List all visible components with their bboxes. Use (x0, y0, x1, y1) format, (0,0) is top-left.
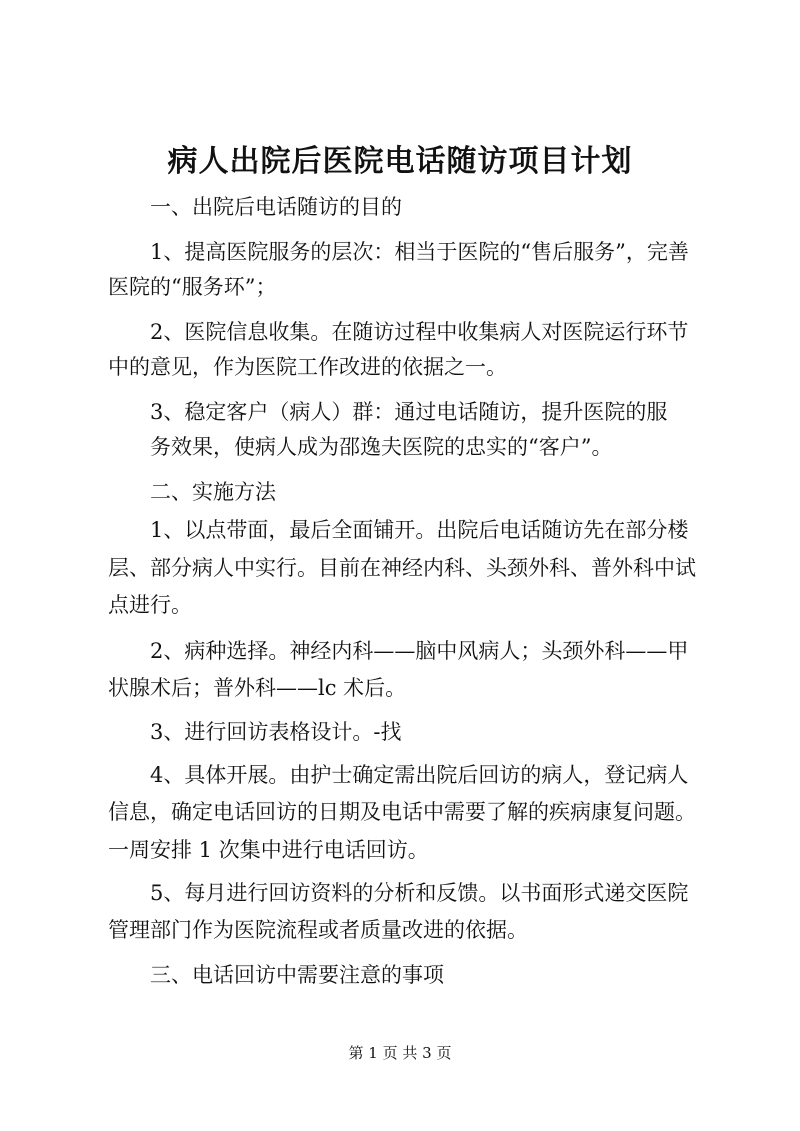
paragraph-line: 4、具体开展。由护士确定需出院后回访的病人，登记病人 (150, 763, 689, 787)
paragraph-line: 2、病种选择。神经内科——脑中风病人；头颈外科——甲 (150, 639, 689, 663)
paragraph-line: 一周安排 1 次集中进行电话回访。 (108, 838, 429, 862)
document-title: 病人出院后医院电话随访项目计划 (167, 144, 633, 179)
paragraph-line: 层、部分病人中实行。目前在神经内科、头颈外科、普外科中试 (108, 556, 696, 580)
section-heading-method: 二、实施方法 (150, 480, 276, 504)
page-footer: 第 1 页 共 3 页 (348, 1044, 452, 1062)
paragraph-line: 状腺术后；普外科——lc 术后。 (108, 676, 407, 700)
paragraph-line: 信息，确定电话回访的日期及电话中需要了解的疾病康复问题。 (108, 800, 696, 824)
paragraph-line: 医院的“服务环”； (108, 275, 277, 299)
section-heading-notes: 三、电话回访中需要注意的事项 (150, 963, 444, 987)
paragraph-line: 3、稳定客户（病人）群：通过电话随访，提升医院的服 (150, 400, 668, 424)
paragraph-line: 3、进行回访表格设计。-找 (150, 720, 402, 744)
section-heading-purpose: 一、出院后电话随访的目的 (150, 195, 402, 219)
paragraph-line: 5、每月进行回访资料的分析和反馈。以书面形式递交医院 (150, 881, 689, 905)
paragraph-line: 务效果，使病人成为邵逸夫医院的忠实的“客户”。 (150, 435, 613, 459)
paragraph-line: 点进行。 (108, 593, 192, 617)
paragraph-line: 1、以点带面，最后全面铺开。出院后电话随访先在部分楼 (150, 518, 689, 542)
paragraph-line: 1、提高医院服务的层次：相当于医院的“售后服务”，完善 (150, 240, 689, 264)
paragraph-line: 管理部门作为医院流程或者质量改进的依据。 (108, 918, 528, 942)
paragraph-line: 中的意见，作为医院工作改进的依据之一。 (108, 355, 507, 379)
paragraph-line: 2、医院信息收集。在随访过程中收集病人对医院运行环节 (150, 320, 689, 344)
